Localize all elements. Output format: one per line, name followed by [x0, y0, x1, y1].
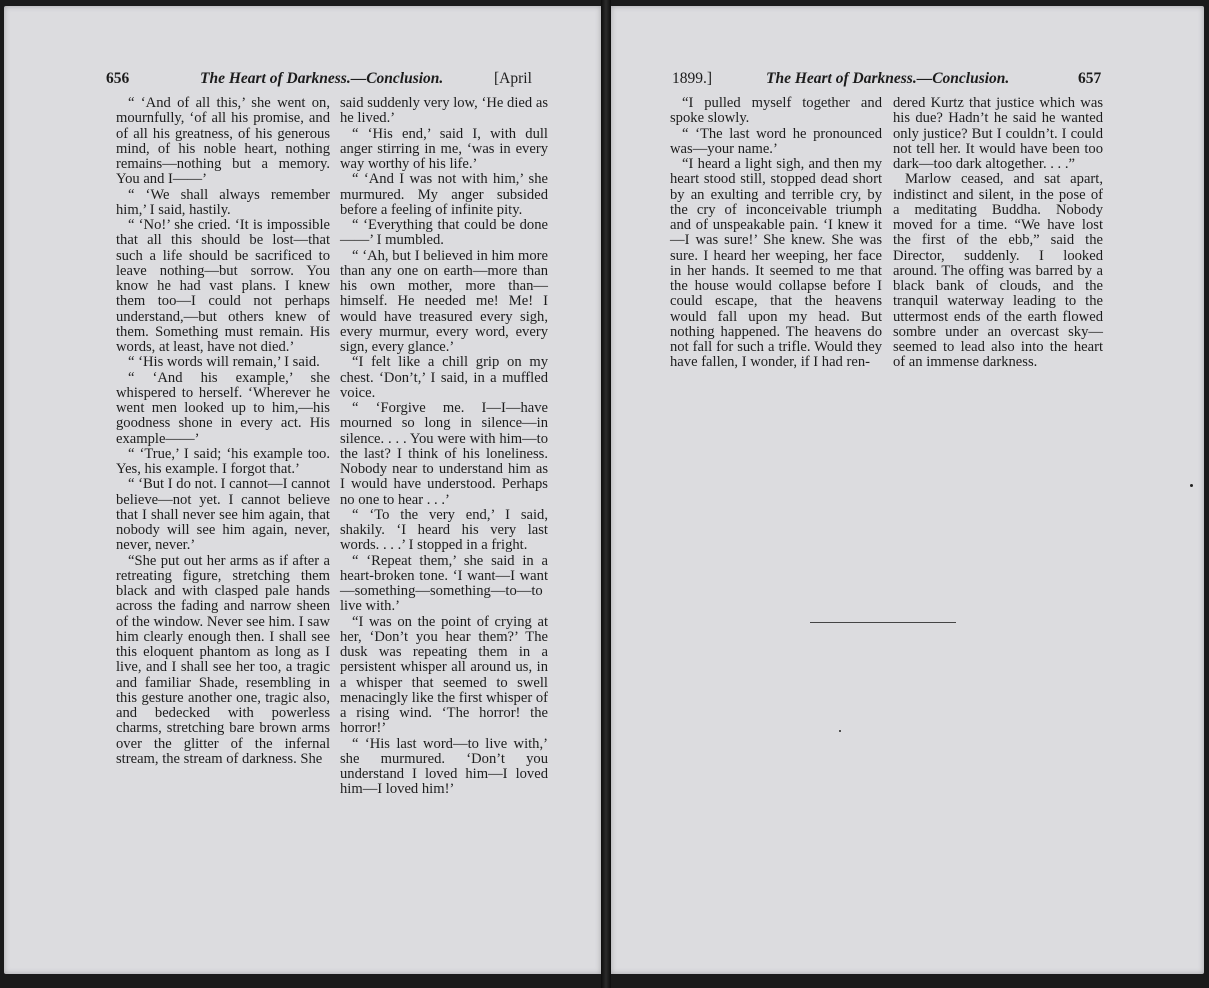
paragraph: “I was on the point of crying at her, ‘Don’t you hear them?’ The dusk was repeating them in a persistent whisper all around us, in a whisper that seemed to swell menacingly like the first whisper of a rising wind. ‘The horror! the horror!’	[340, 613, 548, 737]
paragraph: “She put out her arms as if after a retreating figure, stretching them black and with clasped pale hands across the fading and narrow sheen of the window. Never see him. I saw him clearly enough then. I shall see this eloquent phantom as long as I live, and I shall see her too, a tragic and familiar Shade, resembling in this gesture another one, tragic also, and bedecked with powerless charms, stretching bare brown arms over the glitter of the infernal stream, the stream of darkness. She	[116, 552, 330, 767]
paragraph: “ ‘The last word he pronounced was—your name.’	[670, 125, 882, 157]
paragraph: “ ‘But I do not. I cannot—I cannot believe—not yet. I cannot believe that I shall never see him again, that nobody will see him again, never, never, never.’	[116, 476, 330, 554]
right-column-1	[670, 96, 882, 371]
paragraph: “ ‘And of all this,’ she went on, mournfully, ‘of all his promise, and of all his greatness, of his generous mind, of his noble heart, nothing remains—nothing but a memory. You and I——’	[116, 95, 330, 188]
section-end-rule	[810, 622, 956, 623]
paragraph: Marlow ceased, and sat apart, indistinct and silent, in the pose of a meditating Buddha. Nobody moved for a time. “We have lost the first of the ebb,” said the Director, suddenly. I looked around. The offing was barred by a black bank of clouds, and the tranquil waterway leading to the uttermost ends of the earth flowed sombre under an overcast sky—seemed to lead also into the heart of an immense darkness.	[893, 171, 1103, 371]
paragraph: dered Kurtz that justice which was his due? Hadn’t he said he wanted only justice? But I couldn’t. I could not tell her. It would have been too dark—too dark altogether. . . .”	[893, 95, 1103, 172]
right-running-year: 1899.]	[672, 70, 713, 87]
paragraph: “ ‘His words will remain,’ I said.	[128, 354, 320, 371]
paragraph: “ ‘No!’ she cried. ‘It is impossible that all this should be lost—that such a life should be sacrificed to leave nothing—but sorrow. You know he had vast plans. I knew them too—I could not perhaps understand,—but others knew of them. Something must remain. His words, at least, have not died.’	[116, 217, 330, 355]
paragraph: “ ‘And his example,’ she whispered to herself. ‘Wherever he went men looked up to him,—his goodness shone in every act. His example——’	[116, 369, 330, 447]
scan-speck	[1190, 484, 1193, 487]
paragraph: “ ‘Forgive me. I—I—have mourned so long in silence—in silence. . . . You were with him—to the last? I think of his loneliness. Nobody near to understand him as I would have understood. Perhaps no one to hear . . .’	[340, 400, 548, 508]
paragraph: “I pulled myself together and spoke slowly.	[670, 95, 882, 127]
right-running-title: The Heart of Darkness.—Conclusion.	[766, 70, 1010, 87]
book-spine	[601, 0, 611, 988]
left-running-month: [April	[494, 70, 532, 87]
left-column-1	[116, 96, 330, 767]
paragraph: “ ‘His last word—to live with,’ she murmured. ‘Don’t you understand I loved him—I loved him—I loved him!’	[340, 735, 548, 798]
paragraph: “I felt like a chill grip on my chest. ‘Don’t,’ I said, in a muffled voice.	[340, 354, 548, 401]
paragraph: “ ‘Ah, but I believed in him more than any one on earth—more than his own mother, more than—himself. He needed me! Me! I would have treasured every sigh, every murmur, every word, every sign, every glance.’	[340, 247, 548, 355]
right-column-2	[893, 96, 1103, 371]
paragraph: “ ‘We shall always remember him,’ I said, hastily.	[116, 186, 330, 218]
paragraph: “I heard a light sigh, and then my heart stood still, stopped dead short by an exulting and terrible cry, by the cry of inconceivable triumph and of unspeakable pain. ‘I knew it—I was sure!’ She knew. She was sure. I heard her weeping, her face in her hands. It seemed to me that the house would collapse before I could escape, that the heavens would fall upon my head. But nothing happened. The heavens do not fall for such a trifle. Would they have fallen, I wonder, if I had ren-	[670, 156, 882, 371]
paragraph: “ ‘His end,’ said I, with dull anger stirring in me, ‘was in every way worthy of his life.’	[340, 125, 548, 172]
left-page-number: 656	[106, 70, 130, 87]
paragraph: “ ‘True,’ I said; ‘his example too. Yes, his example. I forgot that.’	[116, 445, 330, 477]
left-column-2	[340, 96, 548, 798]
right-page-number: 657	[1078, 70, 1102, 87]
paragraph: “ ‘Repeat them,’ she said in a heart-broken tone. ‘I want—I want—something—something—to—to live with.’	[340, 552, 548, 615]
right-page-header	[0, 70, 1209, 90]
paragraph: said suddenly very low, ‘He died as he lived.’	[340, 95, 548, 127]
scan-speck	[839, 730, 841, 732]
paragraph: “ ‘To the very end,’ I said, shakily. ‘I heard his very last words. . . .’ I stopped in a fright.	[340, 506, 548, 554]
left-running-title: The Heart of Darkness.—Conclusion.	[200, 70, 444, 87]
paragraph: “ ‘Everything that could be done——’ I mumbled.	[340, 217, 548, 249]
paragraph: “ ‘And I was not with him,’ she murmured. My anger subsided before a feeling of infinite pity.	[340, 171, 548, 218]
